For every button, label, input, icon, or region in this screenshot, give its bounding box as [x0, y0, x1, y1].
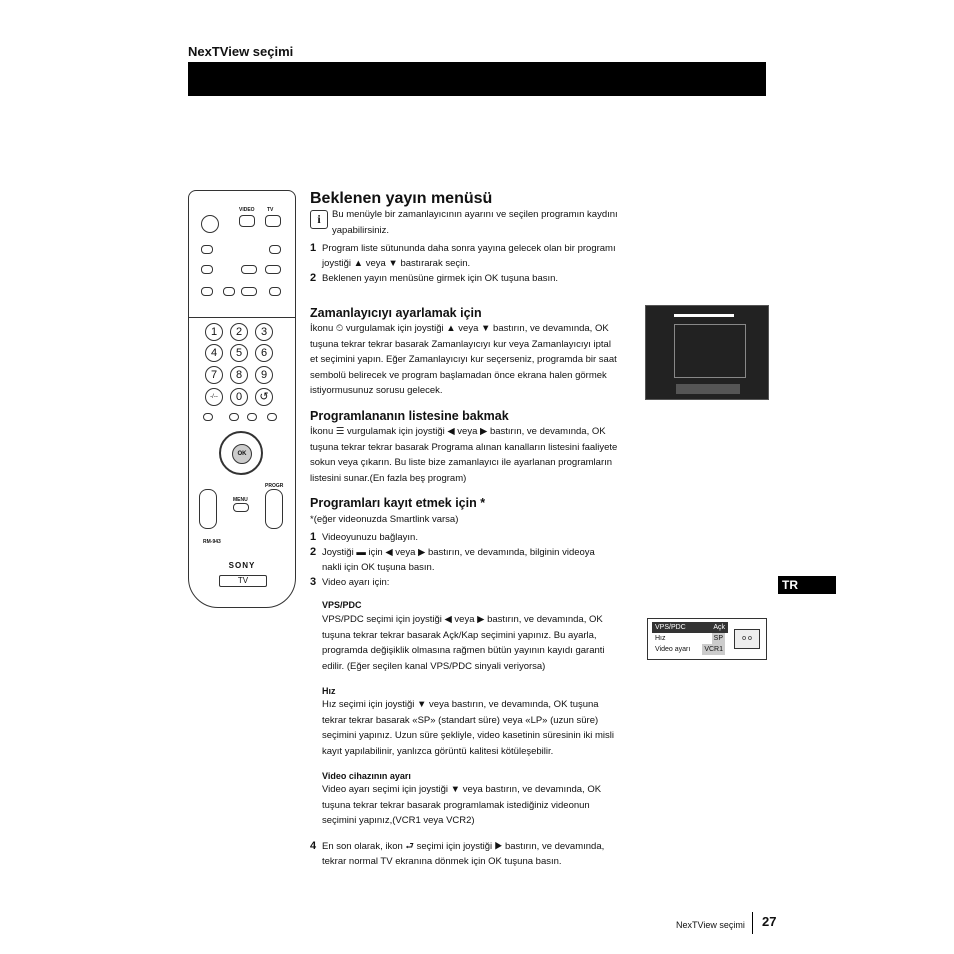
- program-rocker: [265, 489, 283, 529]
- footer-divider: [752, 912, 753, 934]
- remote-button: [241, 265, 257, 274]
- menu-label: MENU: [233, 497, 248, 503]
- step-number: 1: [310, 531, 317, 543]
- mute-button: [201, 215, 219, 233]
- text-line: kayıt yapılabilinir, yanlızca görüntü kalitesi kötüleşebilir.: [322, 745, 554, 757]
- record-note: *(eğer videonuzda Smartlink varsa): [310, 514, 459, 525]
- screen-tab-bar: [674, 314, 734, 317]
- remote-button: [247, 413, 257, 421]
- text-line: Video ayarı seçimi için joystiği ▼ veya bastırın, ve devamında, OK: [322, 784, 602, 795]
- vps-text: [322, 612, 632, 674]
- screen-icon-bar: [676, 384, 740, 394]
- step-text: Program liste sütununda daha sonra yayına gelecek olan bir programı: [322, 243, 616, 254]
- list-heading: Programlananın listesine bakmak: [310, 409, 509, 423]
- vcr-heading: Video cihazının ayarı: [322, 771, 411, 781]
- step-number: 4: [310, 840, 317, 852]
- text-line: istiyormusunuz sorusu gelecek.: [310, 385, 443, 396]
- remote-model-label: RM-943: [203, 539, 221, 545]
- remote-button: [265, 265, 281, 274]
- text-line: tuşuna tekrar tekrar basarak Açk/Kap seçimini yapınız. Bu ayarla,: [322, 629, 597, 641]
- timer-heading: Zamanlayıcıyı ayarlamak için: [310, 306, 482, 320]
- step-text: Videoyunuzu bağlayın.: [322, 532, 418, 543]
- remote-button: [269, 287, 281, 296]
- language-tab: TR: [778, 576, 836, 594]
- device-row: [652, 644, 728, 655]
- text-line: tuşuna tekrar tekrar basarak Zamanlayıcıyı kur veya Zamanlayıcıyı iptal: [310, 338, 611, 350]
- brand-sub-label: TV: [219, 575, 267, 587]
- text-line: İkonu ☰ vurgulamak için joystiği ◀ veya ▶ bastırın, ve devamında, OK: [310, 426, 606, 437]
- text-line: listesini sunar.(En fazla beş program): [310, 472, 467, 484]
- text-line: et seçimini yapın. Eğer Zamanlayıcıyı kur seçerseniz, programda bir saat: [310, 354, 617, 365]
- text-line: programda değişiklik olmasına rağmen bütün yayının kayıdı garanti: [322, 645, 605, 656]
- text-line: İkonu ⏲ vurgulamak için joystiği ▲ veya ▼ bastırın, ve devamında, OK: [310, 323, 609, 334]
- step-text: Joystiği ▬ için ◀ veya ▶ bastırın, ve devamında, bilginin videoya: [322, 547, 595, 558]
- text-line: seçimini yapınız. Uzun süre şekliyle, video kasetinin süresinin iki misli: [322, 730, 614, 741]
- remote-button: [201, 287, 213, 296]
- digit-6-button: 6: [255, 344, 273, 362]
- intro-text: Bu menüyle bir zamanlayıcının ayarını ve seçilen programın kaydını yapabilirsiniz.: [332, 209, 618, 236]
- speed-text: [322, 697, 632, 759]
- text-line: seçimini yapınız,(VCR1 veya VCR2): [322, 815, 475, 826]
- remote-button: [201, 245, 213, 254]
- step-text: joystiği ▲ veya ▼ bastırarak seçin.: [322, 258, 471, 269]
- progr-label: PROGR: [265, 483, 284, 489]
- menu-button: [233, 503, 249, 512]
- vps-row: [652, 622, 728, 633]
- remote-button: [267, 413, 277, 421]
- text-line: Hız seçimi için joystiği ▼ veya bastırın, ve devamında, OK tuşuna: [322, 699, 599, 710]
- remote-button: [241, 287, 257, 296]
- video-power-button: [239, 215, 255, 227]
- remote-button: [223, 287, 235, 296]
- text-line: tekrar tekrar basarak «SP» (standart süre) veya «LP» (uzun süre): [322, 714, 599, 726]
- record-heading: Programları kayıt etmek için *: [310, 496, 486, 510]
- digit-0-button: 0: [230, 388, 248, 406]
- remote-tv-label: TV: [267, 207, 274, 213]
- digit-4-button: 4: [205, 344, 223, 362]
- remote-button: [269, 245, 281, 254]
- speed-label: Hız: [655, 635, 666, 642]
- screen-info-panel: [674, 324, 746, 378]
- cassette-icon: o o: [734, 629, 760, 649]
- text-line: tuşuna tekrar tekrar basarak Programa alınan kanalların listesini faaliyete: [310, 441, 618, 453]
- text-line: tuşuna tekrar tekrar basarak programlamak istediğiniz videonun: [322, 799, 590, 811]
- section-title: NexTView seçimi: [188, 44, 294, 59]
- digit-2-button: 2: [230, 323, 248, 341]
- footer-section-title: NexTView seçimi: [676, 920, 745, 930]
- tv-menu-screenshot: [645, 305, 769, 400]
- remote-button: [201, 265, 213, 274]
- step-text: Video ayarı için:: [322, 577, 390, 588]
- remote-button: [203, 413, 213, 421]
- vcr-settings-table: [652, 622, 728, 656]
- vps-value: Açk: [713, 624, 725, 631]
- ok-button: OK: [232, 444, 252, 464]
- step-number: 2: [310, 546, 317, 558]
- page-number: 27: [762, 914, 777, 929]
- brand-logo: SONY: [228, 561, 256, 570]
- header-bar: [188, 62, 766, 96]
- speed-heading: Hız: [322, 686, 336, 696]
- device-label: Video ayarı: [655, 646, 691, 653]
- step-text: tekrar normal TV ekranına dönmek için OK tuşuna basın.: [322, 856, 562, 867]
- speed-value: SP: [713, 635, 723, 642]
- vcr-settings-panel: [647, 618, 767, 660]
- text-line: VPS/PDC seçimi için joystiği ◀ veya ▶ bastırın, ve devamında, OK: [322, 614, 603, 625]
- volume-rocker: [199, 489, 217, 529]
- vps-heading: VPS/PDC: [322, 600, 362, 610]
- step-number: 1: [310, 242, 317, 254]
- step-text: En son olarak, ikon ⮐ seçimi için joystiği ▶ bastırın, ve devamında,: [322, 841, 605, 852]
- vps-label: VPS/PDC: [655, 624, 686, 631]
- page-heading: Beklenen yayın menüsü: [310, 190, 493, 207]
- text-line: edilir. (Eğer seçilen kanal VPS/PDC sinyali veriyorsa): [322, 660, 546, 672]
- jump-button: ↺: [255, 388, 273, 406]
- speed-row: [652, 633, 728, 644]
- tv-power-button: [265, 215, 281, 227]
- info-icon: i: [310, 210, 328, 229]
- remote-button: [229, 413, 239, 421]
- remote-divider: [189, 317, 295, 318]
- remote-control-illustration: [188, 190, 296, 608]
- digit-3-button: 3: [255, 323, 273, 341]
- step-number: 2: [310, 272, 317, 284]
- double-digit-button: -/--: [205, 388, 223, 406]
- digit-5-button: 5: [230, 344, 248, 362]
- digit-8-button: 8: [230, 366, 248, 384]
- step-number: 3: [310, 576, 317, 588]
- digit-1-button: 1: [205, 323, 223, 341]
- list-text: [310, 424, 635, 486]
- timer-text: [310, 321, 635, 399]
- device-value: VCR1: [704, 646, 723, 653]
- step-text: nakli için OK tuşuna basın.: [322, 562, 435, 573]
- joystick: [219, 431, 263, 475]
- step-text: Beklenen yayın menüsüne girmek için OK tuşuna basın.: [322, 273, 559, 284]
- vcr-text: [322, 782, 632, 829]
- remote-video-label: VIDEO: [239, 207, 255, 213]
- text-line: sembolü belirecek ve program başlamadan önce ekrana halen görmek: [310, 369, 607, 381]
- digit-7-button: 7: [205, 366, 223, 384]
- text-line: sokun veya çıkarın. Bu liste bize zamanlayıcı ile ayarlanan programların: [310, 457, 613, 468]
- digit-9-button: 9: [255, 366, 273, 384]
